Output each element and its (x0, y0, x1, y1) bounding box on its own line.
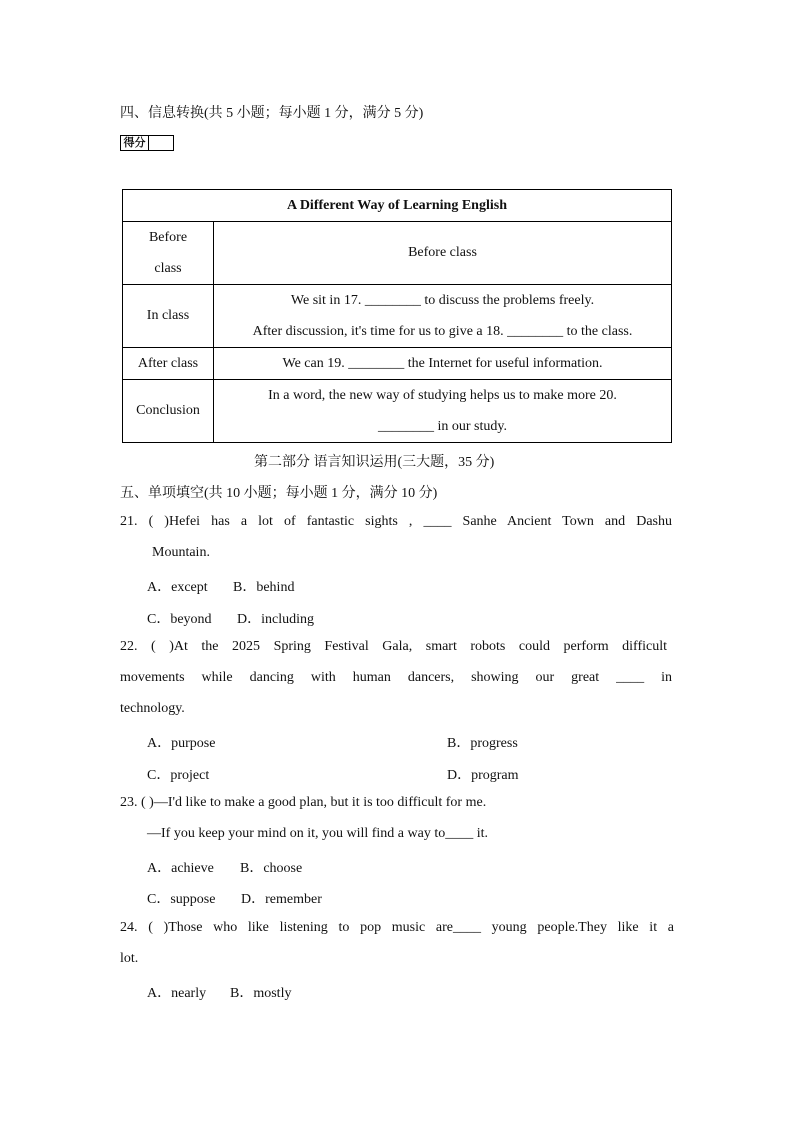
option-a[interactable]: A．except (147, 580, 208, 595)
table-row-head (123, 222, 214, 285)
table-row-head: In class (123, 285, 214, 348)
info-table (122, 189, 672, 443)
table-row-content (214, 222, 672, 285)
question-21-line-2: Mountain. (152, 545, 210, 560)
section-heading: 五、单项填空(共 10 小题；每小题 1 分，满分 10 分) (120, 486, 438, 501)
row-head-line: Before (148, 230, 188, 245)
question-23-line-1: 23. ( )—I'd like to make a good plan, but it is too difficult for me. (120, 795, 487, 810)
question-21-line-1: 21. ( )Hefei has a lot of fantastic sights , ____ Sanhe Ancient Town and Dashu (120, 514, 672, 529)
row-content-line: We sit in 17. ________ to discuss the problems freely. (290, 293, 595, 308)
table-row-content (214, 285, 672, 348)
option-d[interactable]: D．remember (241, 892, 322, 907)
option-b[interactable]: B．progress (447, 736, 518, 751)
row-content-line: After discussion, it's time for us to give a 18. ________ to the class. (252, 324, 633, 339)
option-a[interactable]: A．purpose (147, 736, 216, 751)
option-a[interactable]: A．nearly (147, 986, 207, 1001)
option-d[interactable]: D．including (237, 612, 314, 627)
option-d[interactable]: D．program (447, 768, 519, 783)
row-content-line: Before class (408, 245, 477, 260)
part-heading: 第二部分 语言知识运用(三大题，35 分) (254, 455, 495, 470)
row-content-line: We can 19. ________ the Internet for useful information. (282, 355, 603, 371)
question-24-line-2: lot. (120, 951, 139, 966)
score-blank[interactable] (149, 136, 173, 150)
score-box (120, 135, 174, 151)
option-c[interactable]: C．project (147, 768, 210, 783)
table-row-content (214, 348, 672, 380)
section-heading: 四、信息转换(共 5 小题；每小题 1 分，满分 5 分) (120, 106, 424, 121)
question-22-line-2: movements while dancing with human dancers, showing our great ____ in (120, 670, 672, 685)
table-title: A Different Way of Learning English (123, 190, 672, 222)
question-22-line-1: 22. ( )At the 2025 Spring Festival Gala, smart robots could perform difficult (120, 639, 667, 654)
option-b[interactable]: B．choose (240, 861, 303, 876)
option-c[interactable]: C．beyond (147, 612, 212, 627)
question-22-line-3: technology. (120, 701, 185, 716)
table-row-head: After class (123, 348, 214, 380)
question-24-line-1: 24. ( )Those who like listening to pop music are____ young people.They like it a (120, 920, 674, 935)
row-content-line: ________ in our study. (378, 419, 507, 434)
row-head-line: class (154, 261, 182, 276)
score-label: 得分 (121, 136, 149, 150)
option-b[interactable]: B．behind (233, 580, 295, 595)
option-c[interactable]: C．suppose (147, 892, 216, 907)
question-23-line-2: —If you keep your mind on it, you will find a way to____ it. (147, 826, 489, 841)
row-content-line: In a word, the new way of studying helps us to make more 20. (268, 388, 617, 403)
table-row-content (214, 380, 672, 443)
option-b[interactable]: B．mostly (230, 986, 292, 1001)
table-row-head: Conclusion (123, 380, 214, 443)
option-a[interactable]: A．achieve (147, 861, 214, 876)
